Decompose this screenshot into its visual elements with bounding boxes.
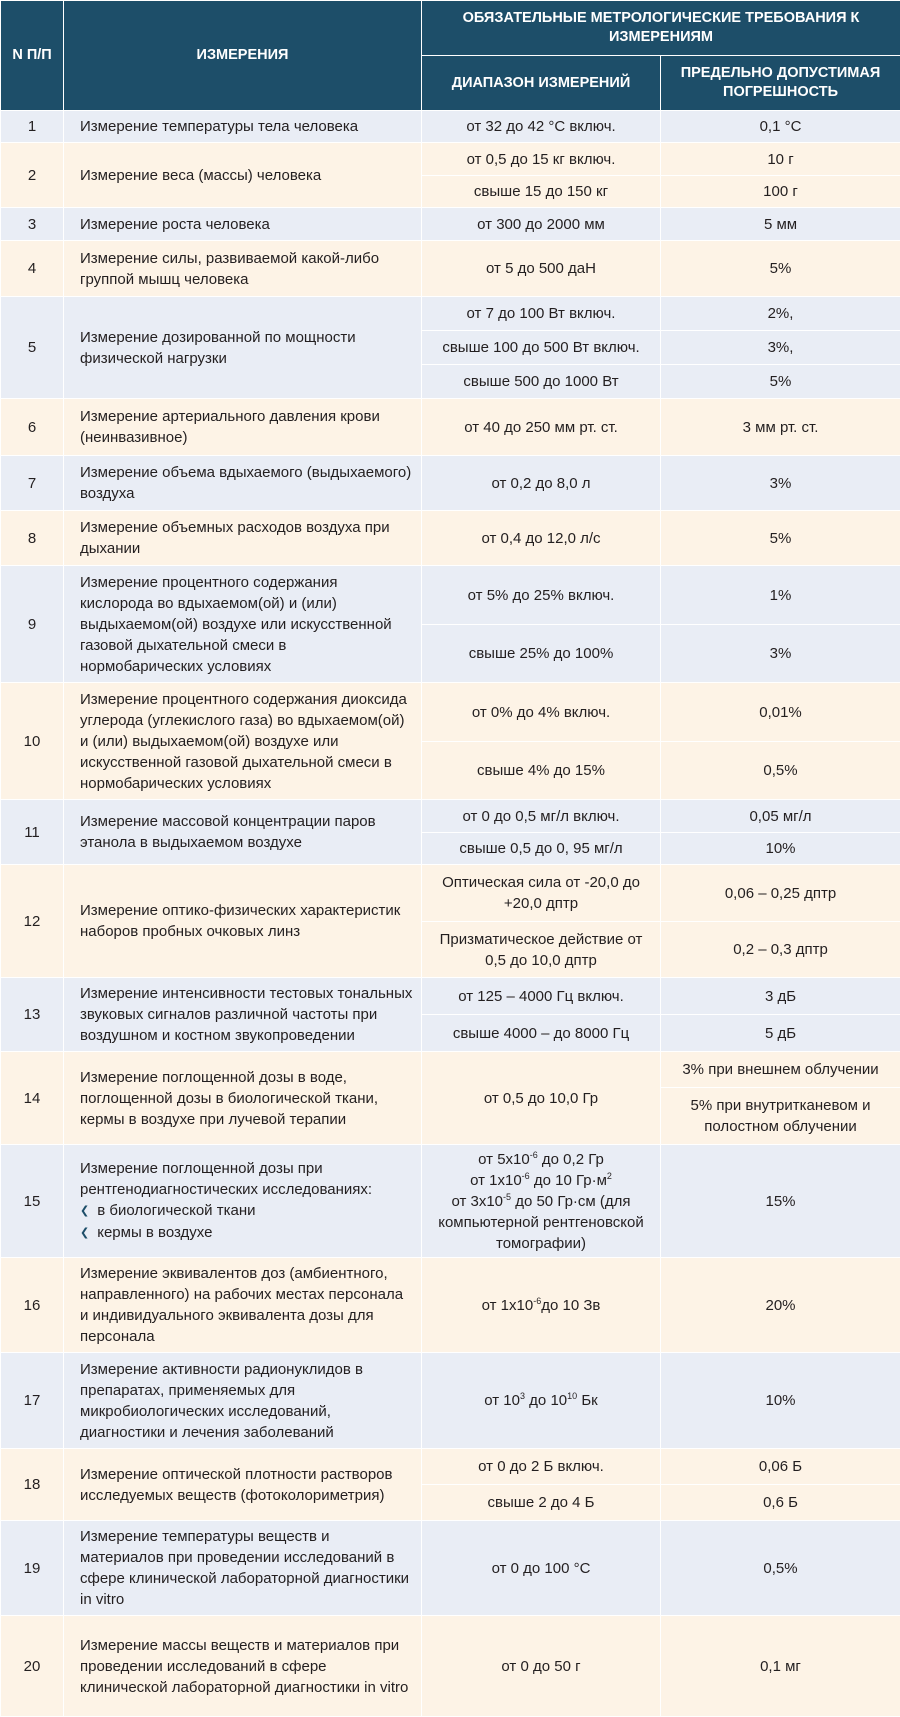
range-text: от 1x10 xyxy=(470,1171,522,1189)
range-cell: от 300 до 2000 мм xyxy=(422,208,661,241)
table-row xyxy=(1,143,900,176)
range-cell: Призматическое действие от 0,5 до 10,0 дптр xyxy=(422,922,661,978)
table-row xyxy=(1,1258,900,1353)
header-error: ПРЕДЕЛЬНО ДОПУСТИМАЯ ПОГРЕШНОСТЬ xyxy=(661,56,900,111)
exponent: 2 xyxy=(606,1170,612,1181)
range-cell: от 0 до 0,5 мг/л включ. xyxy=(422,800,661,833)
range-cell: от 0 до 2 Б включ. xyxy=(422,1449,661,1485)
error-cell: 10 г xyxy=(661,143,900,176)
error-cell: 5% xyxy=(661,365,900,399)
error-cell: 3%, xyxy=(661,331,900,365)
range-cell: свыше 15 до 150 кг xyxy=(422,176,661,208)
range-text: Бк xyxy=(577,1392,598,1409)
exponent: 3 xyxy=(520,1391,526,1401)
range-text: от 3x10 xyxy=(451,1192,504,1210)
measurement-cell: Измерение оптической плотности растворов исследуемых веществ (фотоколориметрия) xyxy=(64,1449,422,1521)
exponent: -6 xyxy=(533,1295,542,1306)
error-cell: 0,01% xyxy=(661,683,900,742)
row-number: 14 xyxy=(1,1052,64,1145)
table-row xyxy=(1,208,900,241)
measurement-cell: Измерение объема вдыхаемого (выдыхаемого) воздуха xyxy=(64,456,422,511)
error-cell: 0,5% xyxy=(661,742,900,800)
range-cell: от 7 до 100 Вт включ. xyxy=(422,297,661,331)
error-cell: 5 дБ xyxy=(661,1015,900,1052)
range-text: до 10 Зв xyxy=(541,1296,601,1314)
error-cell: 3% при внешнем облучении xyxy=(661,1052,900,1088)
row-number: 7 xyxy=(1,456,64,511)
table-row xyxy=(1,297,900,331)
exponent: -6 xyxy=(529,1149,538,1160)
list-item xyxy=(80,1222,413,1244)
row-number: 20 xyxy=(1,1616,64,1717)
row-number: 2 xyxy=(1,143,64,208)
measurement-cell: Измерение поглощенной дозы в воде, поглощенной дозы в биологической ткани, кермы в воздухе при лучевой терапии xyxy=(64,1052,422,1145)
table-row xyxy=(1,1052,900,1088)
row-number: 13 xyxy=(1,978,64,1052)
error-cell: 10% xyxy=(661,833,900,865)
error-cell: 0,1 °C xyxy=(661,111,900,143)
chevron-left-icon: ❮ xyxy=(80,1205,90,1217)
error-cell: 0,06 Б xyxy=(661,1449,900,1485)
row-number: 17 xyxy=(1,1353,64,1449)
table-row xyxy=(1,683,900,742)
range-cell xyxy=(422,1258,661,1353)
range-cell: свыше 25% до 100% xyxy=(422,625,661,683)
measurement-cell xyxy=(64,1145,422,1258)
table-row xyxy=(1,1145,900,1258)
range-cell: от 0,4 до 12,0 л/с xyxy=(422,511,661,566)
exponent: -5 xyxy=(503,1191,512,1202)
error-cell: 15% xyxy=(661,1145,900,1258)
table-row xyxy=(1,978,900,1015)
error-cell: 3 мм рт. ст. xyxy=(661,399,900,456)
chevron-left-icon: ❮ xyxy=(80,1227,90,1239)
row-number: 1 xyxy=(1,111,64,143)
range-cell: Оптическая сила от -20,0 до +20,0 дптр xyxy=(422,865,661,922)
range-text: до 10 xyxy=(525,1392,568,1409)
error-cell: 0,2 – 0,3 дптр xyxy=(661,922,900,978)
table-row xyxy=(1,241,900,297)
error-cell: 3 дБ xyxy=(661,978,900,1015)
error-cell: 2%, xyxy=(661,297,900,331)
error-cell: 5% xyxy=(661,511,900,566)
range-cell: от 125 – 4000 Гц включ. xyxy=(422,978,661,1015)
range-cell xyxy=(422,1145,661,1258)
range-text: до 50 Гр·см (для компьютерной рентгеновской томографии) xyxy=(438,1192,644,1252)
range-cell: от 0 до 100 °C xyxy=(422,1521,661,1616)
error-cell: 1% xyxy=(661,566,900,625)
row-number: 6 xyxy=(1,399,64,456)
bullet-text: кермы в воздухе xyxy=(97,1224,213,1241)
measurement-cell: Измерение роста человека xyxy=(64,208,422,241)
error-cell: 0,5% xyxy=(661,1521,900,1616)
table-row xyxy=(1,1616,900,1717)
error-cell: 0,05 мг/л xyxy=(661,800,900,833)
range-cell: от 40 до 250 мм рт. ст. xyxy=(422,399,661,456)
row-number: 8 xyxy=(1,511,64,566)
range-cell: свыше 100 до 500 Вт включ. xyxy=(422,331,661,365)
range-cell: свыше 4000 – до 8000 Гц xyxy=(422,1015,661,1052)
header-range: ДИАПАЗОН ИЗМЕРЕНИЙ xyxy=(422,56,661,111)
measurement-cell: Измерение силы, развиваемой какой-либо группой мышц человека xyxy=(64,241,422,297)
range-cell xyxy=(422,1353,661,1449)
range-text: до 0,2 Гр xyxy=(537,1150,604,1168)
row-number: 15 xyxy=(1,1145,64,1258)
table-row xyxy=(1,1521,900,1616)
row-number: 12 xyxy=(1,865,64,978)
range-line xyxy=(430,1191,652,1254)
measurement-cell: Измерение объемных расходов воздуха при дыхании xyxy=(64,511,422,566)
error-cell: 5% при внутритканевом и полостном облучении xyxy=(661,1088,900,1145)
error-cell: 100 г xyxy=(661,176,900,208)
error-cell: 20% xyxy=(661,1258,900,1353)
measurement-cell: Измерение массовой концентрации паров этанола в выдыхаемом воздухе xyxy=(64,800,422,865)
table-row xyxy=(1,1353,900,1449)
range-text: от 5x10 xyxy=(478,1150,530,1168)
measurement-cell: Измерение эквивалентов доз (амбиентного, направленного) на рабочих местах персонала и индивидуального эквивалента дозы для персонала xyxy=(64,1258,422,1353)
measurement-cell: Измерение процентного содержания диоксида углерода (углекислого газа) во вдыхаемом(ой) и (или) выдыхаемом(ой) воздухе или искусственной газовой дыхательной смеси в нормобарических условиях xyxy=(64,683,422,800)
range-line xyxy=(430,1170,652,1191)
exponent: 10 xyxy=(567,1391,578,1401)
range-cell: от 0,5 до 10,0 Гр xyxy=(422,1052,661,1145)
header-measurement: ИЗМЕРЕНИЯ xyxy=(64,1,422,111)
row-number: 4 xyxy=(1,241,64,297)
range-cell: от 0 до 50 г xyxy=(422,1616,661,1717)
range-cell: свыше 4% до 15% xyxy=(422,742,661,800)
error-cell: 3% xyxy=(661,625,900,683)
measurement-cell: Измерение оптико-физических характеристик наборов пробных очковых линз xyxy=(64,865,422,978)
row-number: 9 xyxy=(1,566,64,683)
table-row xyxy=(1,566,900,625)
table-row xyxy=(1,865,900,922)
row-number: 19 xyxy=(1,1521,64,1616)
measurement-cell: Измерение веса (массы) человека xyxy=(64,143,422,208)
measurement-cell: Измерение температуры веществ и материалов при проведении исследований в сфере клинической лабораторной диагностики in vitro xyxy=(64,1521,422,1616)
table-row xyxy=(1,456,900,511)
measurement-cell: Измерение температуры тела человека xyxy=(64,111,422,143)
table-header xyxy=(1,1,900,111)
row-number: 18 xyxy=(1,1449,64,1521)
error-cell: 0,06 – 0,25 дптр xyxy=(661,865,900,922)
measurement-cell: Измерение активности радионуклидов в препаратах, применяемых для микробиологических исследований, диагностики и лечения заболеваний xyxy=(64,1353,422,1449)
range-cell: свыше 2 до 4 Б xyxy=(422,1485,661,1521)
range-text: до 10 Гр·м xyxy=(529,1171,607,1189)
range-text: от 10 xyxy=(484,1392,520,1409)
range-text: от 1x10 xyxy=(481,1296,534,1314)
measurement-cell: Измерение массы веществ и материалов при проведении исследований в сфере клинической лабораторной диагностики in vitro xyxy=(64,1616,422,1717)
measurement-cell: Измерение процентного содержания кислорода во вдыхаемом(ой) и (или) выдыхаемом(ой) воздухе или искусственной газовой дыхательной смеси в нормобарических условиях xyxy=(64,566,422,683)
range-cell: от 32 до 42 °C включ. xyxy=(422,111,661,143)
error-cell: 10% xyxy=(661,1353,900,1449)
range-cell: от 5% до 25% включ. xyxy=(422,566,661,625)
range-cell: от 0% до 4% включ. xyxy=(422,683,661,742)
row-number: 10 xyxy=(1,683,64,800)
measurement-text: Измерение поглощенной дозы при рентгенодиагностических исследованиях: xyxy=(80,1160,373,1198)
measurement-cell: Измерение интенсивности тестовых тональных звуковых сигналов различной частоты при воздушном и костном звукопроведении xyxy=(64,978,422,1052)
header-requirements: ОБЯЗАТЕЛЬНЫЕ МЕТРОЛОГИЧЕСКИЕ ТРЕБОВАНИЯ К ИЗМЕРЕНИЯМ xyxy=(422,1,900,56)
bullet-text: в биологической ткани xyxy=(97,1202,256,1219)
row-number: 11 xyxy=(1,800,64,865)
range-cell: свыше 0,5 до 0, 95 мг/л xyxy=(422,833,661,865)
header-num: N П/П xyxy=(1,1,64,111)
table-row xyxy=(1,399,900,456)
exponent: -6 xyxy=(521,1170,530,1181)
error-cell: 3% xyxy=(661,456,900,511)
table-row xyxy=(1,511,900,566)
error-cell: 0,6 Б xyxy=(661,1485,900,1521)
row-number: 5 xyxy=(1,297,64,399)
error-cell: 5 мм xyxy=(661,208,900,241)
range-cell: от 0,5 до 15 кг включ. xyxy=(422,143,661,176)
bullet-list xyxy=(80,1200,413,1244)
measurement-cell: Измерение артериального давления крови (неинвазивное) xyxy=(64,399,422,456)
range-cell: от 5 до 500 даН xyxy=(422,241,661,297)
measurement-cell: Измерение дозированной по мощности физической нагрузки xyxy=(64,297,422,399)
table-row xyxy=(1,111,900,143)
error-cell: 5% xyxy=(661,241,900,297)
table-row xyxy=(1,1449,900,1485)
list-item xyxy=(80,1200,413,1222)
range-line xyxy=(430,1149,652,1170)
range-cell: от 0,2 до 8,0 л xyxy=(422,456,661,511)
range-cell: свыше 500 до 1000 Вт xyxy=(422,365,661,399)
table-row xyxy=(1,800,900,833)
error-cell: 0,1 мг xyxy=(661,1616,900,1717)
row-number: 16 xyxy=(1,1258,64,1353)
row-number: 3 xyxy=(1,208,64,241)
